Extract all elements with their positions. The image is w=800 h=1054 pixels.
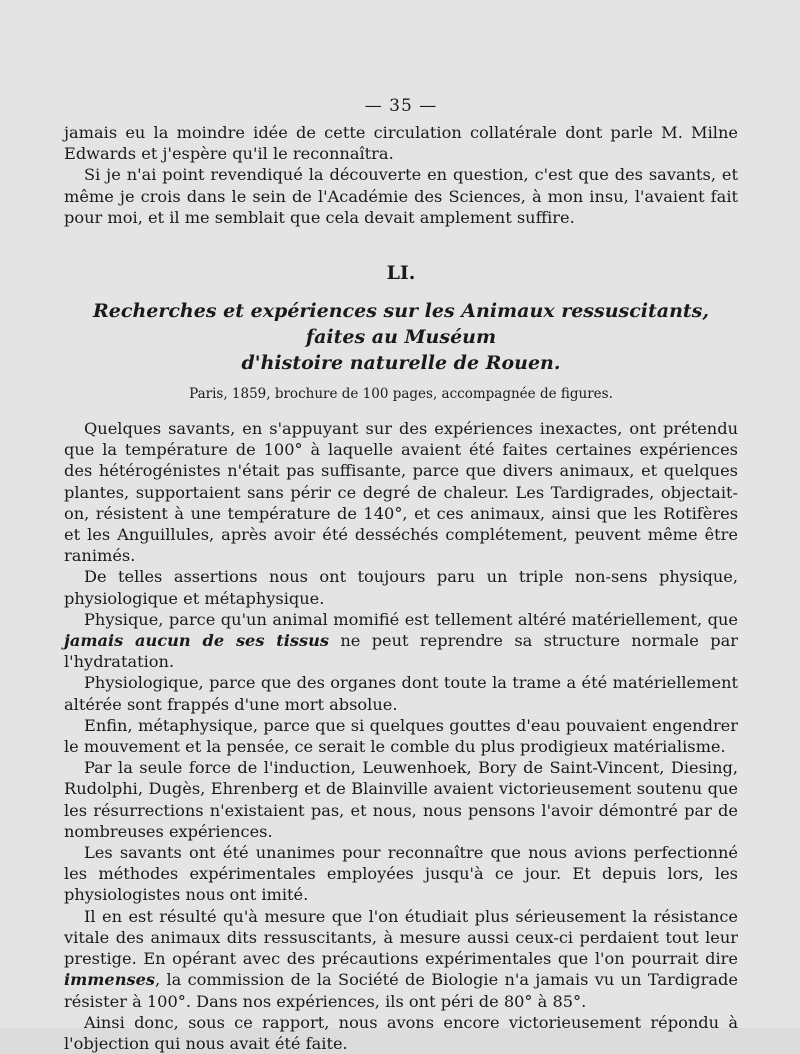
intro-paragraph-2: Si je n'ai point revendiqué la découverte en question, c'est que des savants, et même je crois dans le sein de l'Académie des Sciences, à mon insu, l'avaient fait pour moi, et il me semblait que cela devait amplement suffire.: [64, 165, 738, 227]
section-title-line-1: Recherches et expériences sur les Animaux ressuscitants, faites au Muséum: [93, 300, 709, 349]
body-paragraph-7: Les savants ont été unanimes pour reconnaître que nous avions perfectionné les méthodes expérimentales employées jusqu'à ce jour. Et depuis lors, les physiologistes nous ont imité.: [64, 843, 738, 905]
page-number: — 35 —: [364, 96, 438, 116]
body-paragraph-8: [64, 906, 738, 1012]
body-paragraph-9: Ainsi donc, sous ce rapport, nous avons encore victorieusement répondu à l'objection qui nous avait été faite.: [64, 1012, 738, 1053]
body-paragraph-8-end: , la commission de la Société de Biologie n'a jamais vu un Tardigrade résister à 100°. Dans nos expériences, ils ont péri de 80° à 85°.: [64, 970, 738, 1011]
intro-paragraph-1: jamais eu la moindre idée de cette circulation collatérale dont parle M. Milne Edwards et j'espère qu'il le reconnaîtra.: [64, 123, 738, 164]
body-paragraph-3-end: ne peut reprendre sa structure normale par l'hydratation.: [64, 631, 738, 672]
body-paragraph-3: [64, 609, 738, 673]
body-paragraph-5: Enfin, métaphysique, parce que si quelques gouttes d'eau pouvaient engendrer le mouvement et la pensée, ce serait le comble du plus prodigieux matérialisme.: [64, 715, 738, 757]
body-paragraph-2: De telles assertions nous ont toujours paru un triple non-sens physique, physiologique et métaphysique.: [64, 567, 738, 608]
body-paragraph-8-start: Il en est résulté qu'à mesure que l'on étudiait plus sérieusement la résistance vitale des animaux dits ressuscitants, à mesure aussi ceux-ci perdaient tout leur prestige. En opérant avec des précautions expérimentales que l'on pourrait dire: [64, 906, 738, 969]
body-paragraph-3-emphasis: jamais aucun de ses tissus: [64, 631, 330, 651]
publication-info: Paris, 1859, brochure de 100 pages, accompagnée de figures.: [189, 386, 613, 403]
body-paragraph-8-emphasis: immenses: [64, 970, 155, 990]
body-paragraph-6: Par la seule force de l'induction, Leuwenhoek, Bory de Saint-Vincent, Diesing, Rudolphi, Dugès, Ehrenberg et de Blainville avaient victorieusement soutenu que les résurrections n'existaient pas, et nous, nous pensons l'avoir démontré par de nombreuses expériences.: [64, 758, 738, 841]
section-title-line-2: d'histoire naturelle de Rouen.: [241, 352, 561, 375]
body-paragraph-4: Physiologique, parce que des organes dont toute la trame a été matériellement altérée sont frappés d'une mort absolue.: [64, 673, 738, 714]
section-number: LI.: [386, 262, 416, 285]
body-paragraph-1: Quelques savants, en s'appuyant sur des expériences inexactes, ont prétendu que la température de 100° à laquelle avaient été faites certaines expériences des hétérogénistes n'était pas suffisante, parce que divers animaux, et quelques plantes, supportaient sans périr ce degré de chaleur. Les Tardigrades, objectait-on, résistent à une température de 140°, et ces animaux, ainsi que les Rotifères et les Anguillules, après avoir été desséchés complétement, peuvent même être ranimés.: [64, 419, 738, 566]
body-paragraph-3-start: Physique, parce qu'un animal momifié est tellement altéré matériellement, que: [84, 609, 738, 629]
section-title: [64, 298, 738, 376]
